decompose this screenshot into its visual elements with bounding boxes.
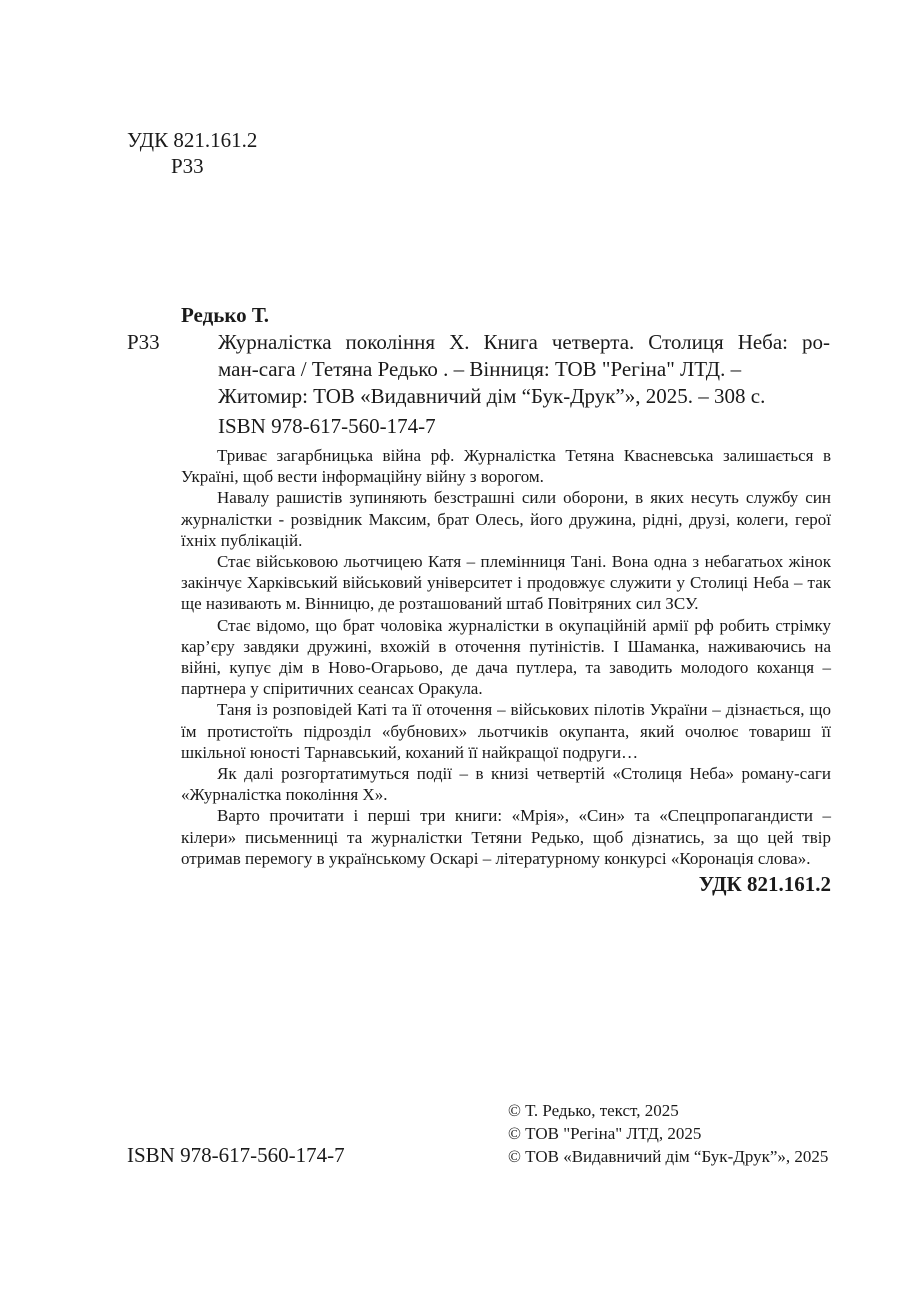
author-heading: Редько Т. xyxy=(181,303,270,327)
copyright-line: © Т. Редько, текст, 2025 xyxy=(508,1101,679,1120)
annotation-paragraph: Стає відомо, що брат чоловіка журналістки в окупаційній армії рф робить стрімку кар’єру завдяки дружині, вхожій в оточення путіністів. І Шаманка, наживаючись на війні, купує дім в Ново-Огарьово, де дача путлера, та заводить молодого коханця – партнера у спіритичних сеансах Оракула. xyxy=(181,615,831,699)
udk-code-top: УДК 821.161.2 xyxy=(127,128,258,152)
author-mark-top: Р33 xyxy=(171,154,204,178)
annotation-paragraph: Таня із розповідей Каті та її оточення – військових пілотів України – дізнається, що їм протистоїть підрозділ «бубнових» льотчиків окупанта, який очолює товариш її шкільної юності Тарнавський, коханий її найкращої подруги… xyxy=(181,700,831,762)
bibliographic-line-2: ман-сага / Тетяна Редько . – Вінниця: ТОВ "Регіна" ЛТД. – xyxy=(218,357,742,381)
annotation-paragraph: Варто прочитати і перші три книги: «Мрія», «Син» та «Спецпропагандисти – кілери» письменниці та журналістки Тетяни Редько, щоб дізнатись, за що цей твір отримав перемогу в українському Оскарі – літературному конкурсі «Коронація слова». xyxy=(181,806,831,868)
annotation xyxy=(181,445,831,869)
bibliographic-line-3: Житомир: ТОВ «Видавничий дім “Бук-Друк”», 2025. – 308 с. xyxy=(218,384,766,408)
annotation-paragraph: Стає військовою льотчицею Катя – племінниця Тані. Вона одна з небагатьох жінок закінчує Харківський військовий університет і продовжує служити у Столиці Неба – так ще називають м. Вінницю, де розташований штаб Повітряних сил ЗСУ. xyxy=(181,552,831,614)
bibliographic-line-1: Журналістка покоління Х. Книга четверта. Столиця Неба: ро- xyxy=(218,330,830,354)
copyright-line: © ТОВ "Регіна" ЛТД, 2025 xyxy=(508,1124,702,1143)
udk-code-bottom: УДК 821.161.2 xyxy=(698,872,831,896)
author-mark-side: Р33 xyxy=(127,330,160,354)
copyright-block xyxy=(508,1099,828,1168)
annotation-paragraph: Як далі розгортатимуться події – в книзі четвертій «Столиця Неба» роману-саги «Журналістка покоління Х». xyxy=(181,764,831,805)
copyright-line: © ТОВ «Видавничий дім “Бук-Друк”», 2025 xyxy=(508,1147,829,1166)
annotation-paragraph: Триває загарбницька війна рф. Журналістка Тетяна Квасневська залишається в Україні, щоб вести інформаційну війну з ворогом. xyxy=(181,446,831,487)
annotation-paragraph: Навалу рашистів зупиняють безстрашні сили оборони, в яких несуть службу син журналістки - розвідник Максим, брат Олесь, його дружина, рідні, друзі, колеги, герої їхніх публікацій. xyxy=(181,488,831,550)
isbn-footer: ISBN 978-617-560-174-7 xyxy=(127,1143,345,1167)
isbn-record: ISBN 978-617-560-174-7 xyxy=(218,414,436,438)
